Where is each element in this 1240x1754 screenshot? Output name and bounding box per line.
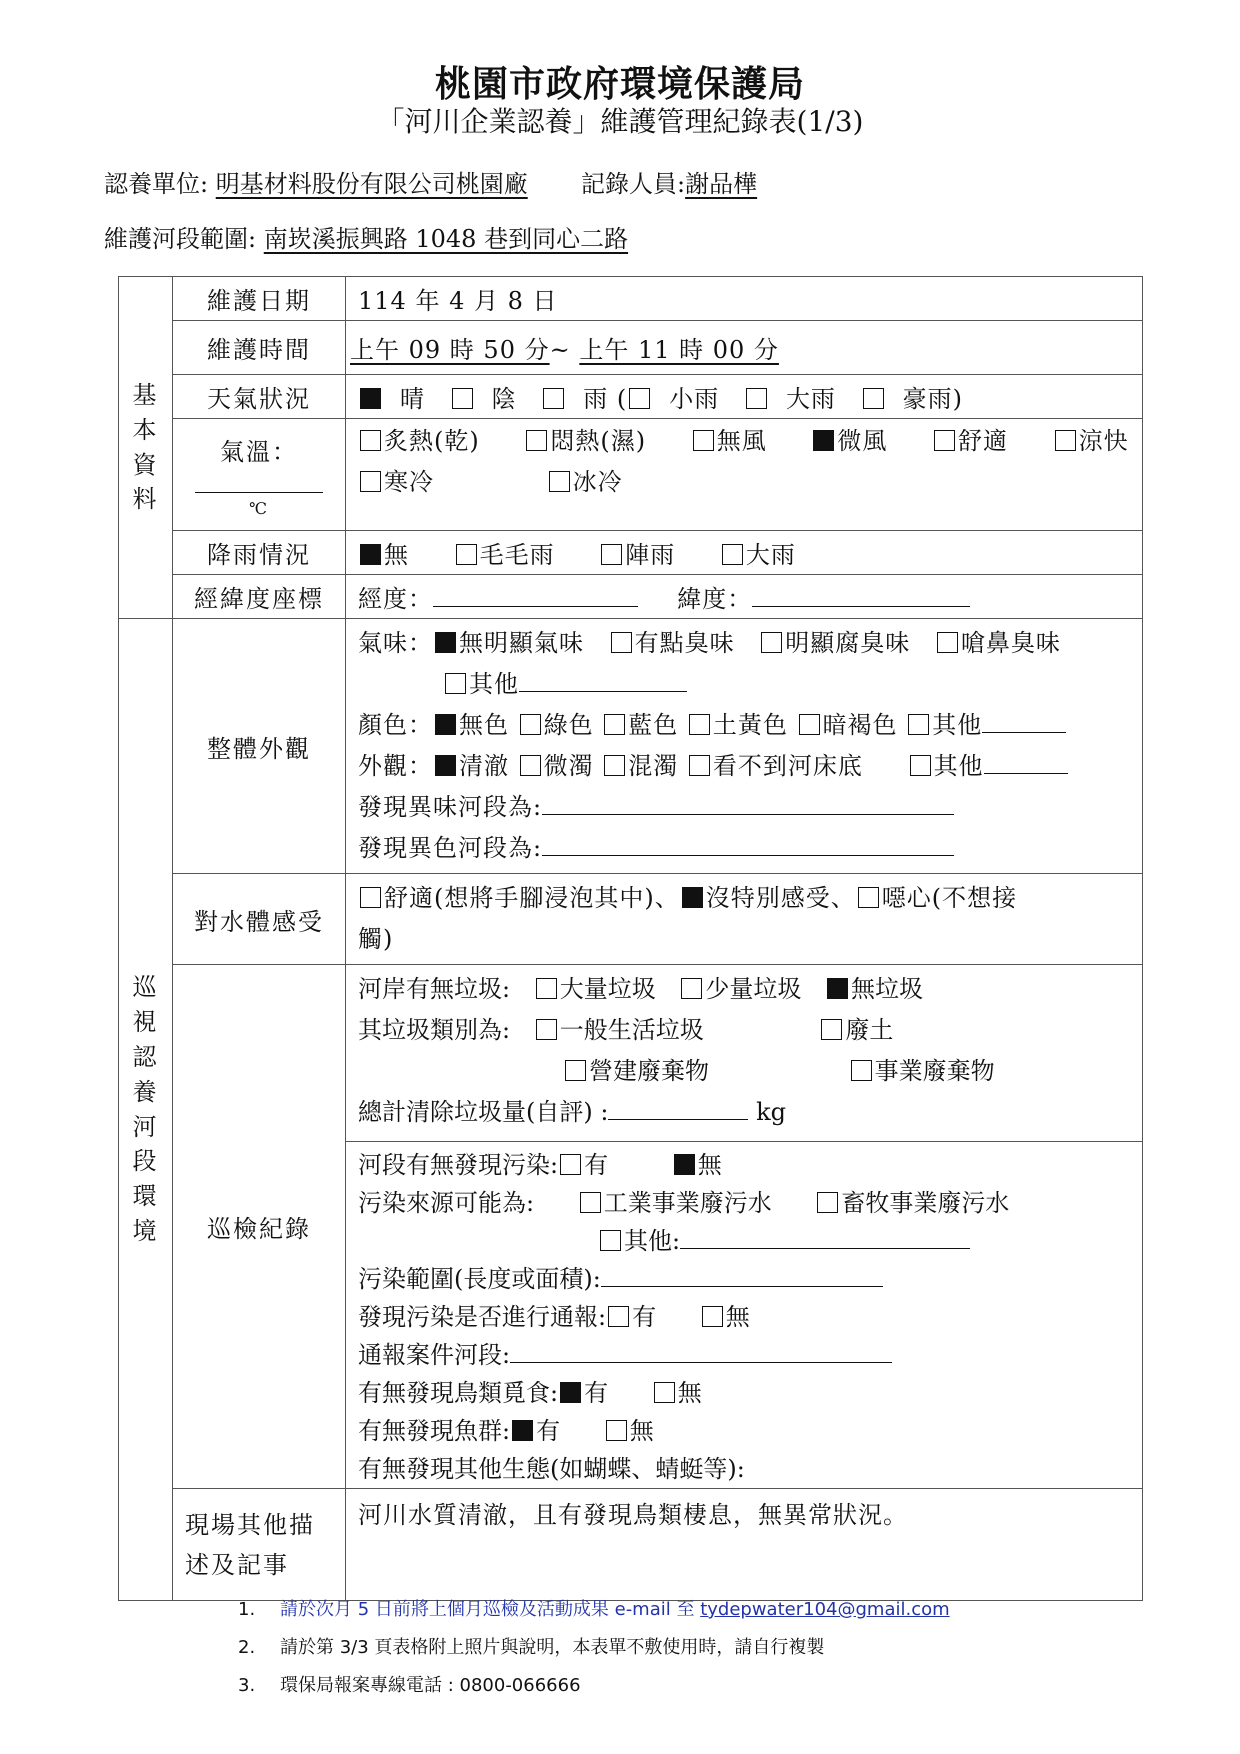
opt-cool: 涼快: [1078, 427, 1129, 455]
opt-source-livestock: 畜牧事業廢污水: [841, 1189, 1010, 1217]
form-subtitle: 「河川企業認養」維護管理紀錄表(1/3): [376, 105, 864, 138]
opt-color-none: 無色: [459, 711, 509, 739]
checkbox-gtype-soil[interactable]: [821, 1019, 842, 1040]
checkbox-color-brown[interactable]: [799, 714, 820, 735]
range-value[interactable]: 南崁溪振興路 1048 巷到同心二路: [263, 225, 629, 253]
checkbox-smell-rotten[interactable]: [761, 632, 782, 653]
checkbox-muggy[interactable]: [526, 430, 547, 451]
checkbox-smell-other[interactable]: [445, 673, 466, 694]
opt-muggy: 悶熱(濕): [550, 427, 647, 455]
opt-smell-slight: 有點臭味: [634, 629, 735, 657]
opt-drizzle: 毛毛雨: [479, 541, 555, 569]
checkbox-pollution-no[interactable]: [674, 1154, 695, 1175]
note-1: [238, 1595, 950, 1633]
checkbox-garbage-none[interactable]: [827, 978, 848, 999]
time-end[interactable]: 上午 11 時 00 分: [579, 336, 779, 364]
inspect-label: 巡檢紀錄: [173, 965, 346, 1489]
basic-sect-text: 基 本 資 料: [132, 380, 159, 514]
fish-question: 有無發現魚群:: [358, 1417, 511, 1445]
opt-gtype-construction: 營建廢棄物: [589, 1057, 709, 1085]
checkbox-look-clear[interactable]: [435, 755, 456, 776]
range-input[interactable]: [601, 1265, 883, 1287]
lat-label: 緯度：: [677, 585, 753, 613]
opt-look-clear: 清澈: [459, 752, 509, 780]
checkbox-feel-comfy[interactable]: [360, 887, 381, 908]
opt-garbage-none: 無垃圾: [851, 975, 924, 1003]
checkbox-rain-heavy[interactable]: [722, 544, 743, 565]
case-question: 通報案件河段:: [358, 1341, 511, 1369]
opt-cold: 寒冷: [384, 468, 434, 496]
opt-comfy: 舒適: [958, 427, 1009, 455]
note-3-num: 3.: [238, 1675, 256, 1696]
inspect-content: [346, 965, 1143, 1489]
source-question: 污染來源可能為:: [358, 1189, 535, 1217]
time-label: 維護時間: [173, 321, 346, 375]
opt-fish-no: 無: [629, 1417, 654, 1445]
checkbox-color-none[interactable]: [435, 714, 456, 735]
opt-calm: 無風: [716, 427, 767, 455]
opt-feel-disgust: 噁心(不想接: [881, 884, 1018, 912]
checkbox-fish-yes[interactable]: [512, 1420, 533, 1441]
case-input[interactable]: [510, 1341, 892, 1363]
opt-look-no-bottom: 看不到河床底: [712, 752, 863, 780]
opt-garbage-much: 大量垃圾: [559, 975, 656, 1003]
opt-gtype-household: 一般生活垃圾: [559, 1016, 704, 1044]
checkbox-gtype-industrial[interactable]: [851, 1060, 872, 1081]
opt-hot-dry: 炙熱(乾): [384, 427, 480, 455]
date-value[interactable]: 114 年 4 月 8 日: [346, 277, 1143, 321]
opt-storm: 豪雨: [902, 385, 953, 413]
checkbox-fish-no[interactable]: [606, 1420, 627, 1441]
opt-color-earth: 土黃色: [712, 711, 788, 739]
checkbox-look-other[interactable]: [910, 755, 931, 776]
checkbox-look-turbid[interactable]: [604, 755, 625, 776]
note-2-text: 請於第 3/3 頁表格附上照片與說明，本表單不敷使用時，請自行複製: [280, 1637, 825, 1658]
note-3: [238, 1671, 950, 1709]
opt-breeze: 微風: [837, 427, 888, 455]
checkbox-light-rain[interactable]: [629, 388, 650, 409]
opt-gtype-soil: 廢土: [845, 1016, 894, 1044]
email-link[interactable]: tydepwater104@gmail.com: [700, 1599, 950, 1620]
opt-icy: 冰冷: [572, 468, 623, 496]
opt-color-blue: 藍色: [628, 711, 679, 739]
appearance-options: [346, 619, 1143, 874]
odor-section-label: 發現異味河段為:: [358, 793, 543, 821]
range-question: 污染範圍(長度或面積):: [358, 1265, 601, 1293]
checkbox-bird-no[interactable]: [654, 1382, 675, 1403]
smell-label: 氣味：: [358, 629, 433, 657]
checkbox-gtype-construction[interactable]: [565, 1060, 586, 1081]
opt-feel-none: 沒特別感受、: [705, 884, 856, 912]
checkbox-look-turbid-light[interactable]: [520, 755, 541, 776]
opt-smell-none: 無明顯氣味: [459, 629, 584, 657]
garbage-question: 河岸有無垃圾:: [358, 975, 511, 1003]
header-line-unit: [104, 164, 757, 199]
time-start[interactable]: 上午 09 時 50 分: [350, 336, 550, 364]
section-patrol-label: [119, 619, 173, 1601]
look-other-input[interactable]: [984, 752, 1068, 774]
opt-bird-no: 無: [677, 1379, 702, 1407]
opt-smell-rotten: 明顯腐臭味: [785, 629, 911, 657]
opt-heavy-rain: 大雨: [785, 385, 836, 413]
smell-other-input[interactable]: [519, 670, 687, 692]
total-unit: kg: [756, 1098, 786, 1126]
opt-rain: 雨: [583, 385, 609, 413]
checkbox-drizzle[interactable]: [456, 544, 477, 565]
bird-question: 有無發現鳥類覓食:: [358, 1379, 559, 1407]
recorder-value[interactable]: 謝品樺: [685, 170, 758, 198]
checkbox-rain[interactable]: [543, 388, 564, 409]
note-2-num: 2.: [238, 1637, 256, 1658]
checkbox-source-livestock[interactable]: [817, 1192, 838, 1213]
opt-pollution-yes: 有: [584, 1151, 609, 1179]
checkbox-bird-yes[interactable]: [560, 1382, 581, 1403]
checkbox-cold[interactable]: [360, 471, 381, 492]
opt-gtype-industrial: 事業廢棄物: [874, 1057, 995, 1085]
opt-report-no: 無: [725, 1303, 750, 1331]
odor-section-input[interactable]: [542, 793, 954, 815]
footnotes: [238, 1595, 950, 1709]
lng-label: 經度：: [358, 585, 433, 613]
checkbox-color-other[interactable]: [908, 714, 929, 735]
temp-feel-options: [346, 419, 1143, 531]
opt-garbage-little: 少量垃圾: [705, 975, 802, 1003]
record-table: [118, 276, 1143, 1601]
other-notes-value[interactable]: 河川水質清澈，且有發現鳥類棲息，無異常狀況。: [346, 1489, 1143, 1601]
opt-smell-other: 其他: [469, 670, 519, 698]
checkbox-gtype-household[interactable]: [536, 1019, 557, 1040]
feel-options: [346, 874, 1143, 965]
checkbox-feel-disgust[interactable]: [858, 887, 879, 908]
opt-source-other: 其他:: [624, 1227, 681, 1255]
eco-question: 有無發現其他生態(如蝴蝶、蜻蜓等):: [358, 1455, 745, 1483]
opt-bird-yes: 有: [584, 1379, 609, 1407]
checkbox-hot-dry[interactable]: [360, 430, 381, 451]
color-other-input[interactable]: [982, 711, 1066, 733]
checkbox-smell-slight[interactable]: [611, 632, 632, 653]
total-question: 總計清除垃圾量(自評) :: [358, 1098, 609, 1126]
coord-values: [346, 575, 1143, 619]
unit-value[interactable]: 明基材料股份有限公司桃園廠: [215, 170, 528, 198]
feel-label: 對水體感受: [173, 874, 346, 965]
temp-cell: [173, 419, 346, 531]
checkbox-storm[interactable]: [863, 388, 884, 409]
opt-rain-none: 無: [384, 541, 409, 569]
date-label: 維護日期: [173, 277, 346, 321]
checkbox-comfy[interactable]: [934, 430, 955, 451]
checkbox-cool[interactable]: [1055, 430, 1076, 451]
form-title: 桃園市政府環境保護局: [434, 63, 805, 105]
total-input[interactable]: [608, 1098, 748, 1120]
checkbox-sunny[interactable]: [360, 388, 381, 409]
color-section-input[interactable]: [542, 834, 954, 856]
time-separator: ~: [549, 336, 571, 364]
note-2: [238, 1633, 950, 1671]
rainfall-label: 降雨情況: [173, 531, 346, 575]
checkbox-garbage-much[interactable]: [536, 978, 557, 999]
checkbox-report-no[interactable]: [702, 1306, 723, 1327]
weather-options: [346, 375, 1143, 419]
opt-fish-yes: 有: [536, 1417, 561, 1445]
appearance-label: 整體外觀: [173, 619, 346, 874]
checkbox-breeze[interactable]: [813, 430, 834, 451]
temp-input[interactable]: [195, 473, 323, 493]
checkbox-feel-none[interactable]: [682, 887, 703, 908]
opt-color-brown: 暗褐色: [822, 711, 898, 739]
checkbox-rain-none[interactable]: [360, 544, 381, 565]
lat-input[interactable]: [752, 585, 970, 607]
checkbox-garbage-little[interactable]: [681, 978, 702, 999]
checkbox-heavy-rain[interactable]: [746, 388, 767, 409]
note-1-text: 請於次月 5 日前將上個月巡檢及活動成果 e-mail 至: [280, 1599, 701, 1620]
section-basic-label: [119, 277, 173, 619]
patrol-sect-text: 巡 視 認 養 河 段 環 境: [132, 973, 159, 1245]
checkbox-color-earth[interactable]: [689, 714, 710, 735]
opt-sunny: 晴: [400, 385, 425, 413]
checkbox-smell-none[interactable]: [435, 632, 456, 653]
checkbox-shower[interactable]: [601, 544, 622, 565]
opt-look-other: 其他: [933, 752, 984, 780]
opt-light-rain: 小雨: [669, 385, 720, 413]
color-section-label: 發現異色河段為:: [358, 834, 543, 862]
checkbox-smell-pungent[interactable]: [937, 632, 958, 653]
opt-cloudy: 陰: [491, 385, 517, 413]
checkbox-color-green[interactable]: [520, 714, 541, 735]
opt-rain-heavy: 大雨: [745, 541, 796, 569]
checkbox-source-other[interactable]: [600, 1230, 621, 1251]
lng-input[interactable]: [433, 585, 638, 607]
checkbox-source-industry[interactable]: [580, 1192, 601, 1213]
color-label: 顏色：: [358, 711, 433, 739]
source-other-input[interactable]: [680, 1227, 970, 1249]
pollution-question: 河段有無發現污染:: [358, 1151, 559, 1179]
recorder-label: 記錄人員:: [581, 170, 686, 198]
opt-color-other: 其他: [932, 711, 983, 739]
paren-open: (: [616, 385, 628, 413]
note-3-text: 環保局報案專線電話 : 0800-066666: [280, 1675, 581, 1696]
temp-label: 氣溫：: [220, 437, 298, 466]
opt-color-green: 綠色: [543, 711, 594, 739]
checkbox-color-blue[interactable]: [604, 714, 625, 735]
coord-label: 經緯度座標: [173, 575, 346, 619]
rainfall-options: [346, 531, 1143, 575]
report-question: 發現污染是否進行通報:: [358, 1303, 607, 1331]
temp-unit: ℃: [249, 498, 269, 518]
opt-feel-comfy: 舒適(想將手腳浸泡其中)、: [384, 884, 680, 912]
note-1-num: 1.: [238, 1599, 256, 1620]
time-value[interactable]: [346, 321, 1143, 375]
opt-feel-disgust-cont: 觸): [358, 925, 394, 953]
opt-source-industry: 工業事業廢污水: [603, 1189, 772, 1217]
checkbox-cloudy[interactable]: [452, 388, 473, 409]
header-line-range: [104, 219, 628, 254]
checkbox-report-yes[interactable]: [608, 1306, 629, 1327]
gtype-question: 其垃圾類別為:: [358, 1016, 511, 1044]
checkbox-icy[interactable]: [549, 471, 570, 492]
opt-look-turbid: 混濁: [628, 752, 679, 780]
paren-close: ): [952, 385, 963, 413]
unit-label: 認養單位:: [104, 170, 209, 198]
range-label: 維護河段範圍:: [104, 225, 257, 253]
look-label: 外觀：: [358, 752, 433, 780]
opt-pollution-no: 無: [697, 1151, 722, 1179]
checkbox-calm[interactable]: [693, 430, 714, 451]
opt-shower: 陣雨: [625, 541, 676, 569]
opt-smell-pungent: 嗆鼻臭味: [960, 629, 1061, 657]
opt-report-yes: 有: [632, 1303, 657, 1331]
checkbox-look-no-bottom[interactable]: [689, 755, 710, 776]
weather-label: 天氣狀況: [173, 375, 346, 419]
checkbox-pollution-yes[interactable]: [560, 1154, 581, 1175]
other-notes-label: 現場其他描述及記事: [173, 1489, 346, 1601]
opt-look-turbid-light: 微濁: [543, 752, 594, 780]
